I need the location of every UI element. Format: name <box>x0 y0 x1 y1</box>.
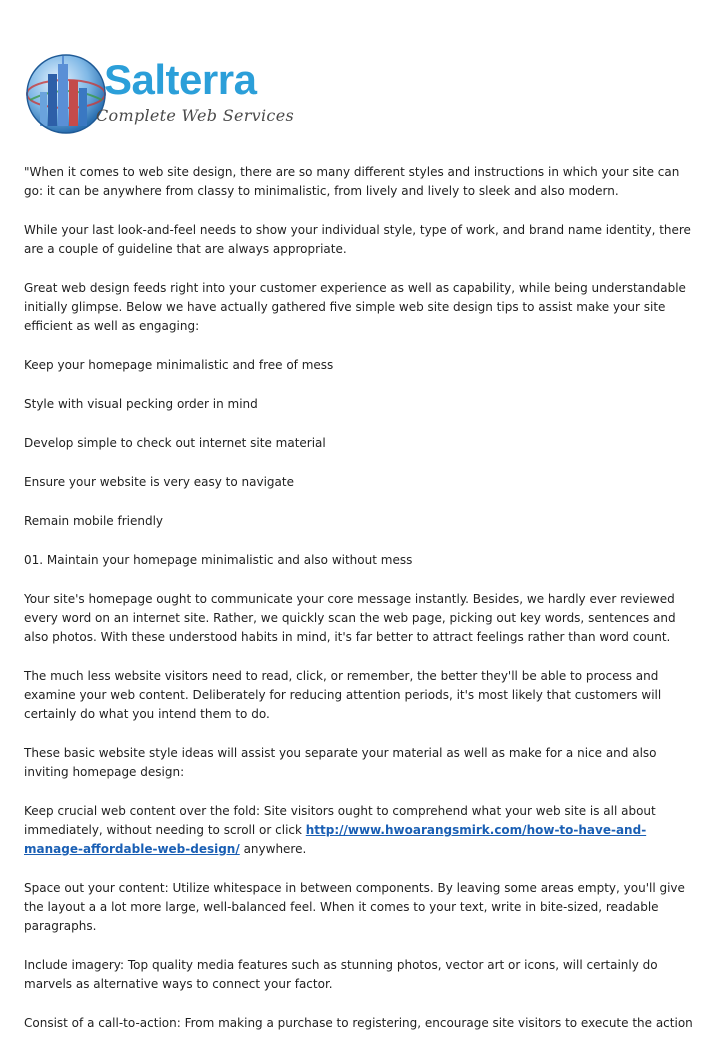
tip-item: Ensure your website is very easy to navigate <box>24 475 294 489</box>
logo-tagline: Complete Web Services <box>96 106 294 125</box>
fold-paragraph <box>24 802 700 859</box>
paragraph: Your site's homepage ought to communicate your core message instantly. Besides, we hardly ever reviewed every word on an internet site. Rather, we quickly scan the web page, picking out key words, sentences and also photos. With these understood habits in mind, it's far better to attract feelings rather than word count. <box>24 592 676 644</box>
salterra-logo <box>24 52 294 136</box>
logo-name: Salterra <box>104 56 257 103</box>
paragraph: The much less website visitors need to read, click, or remember, the better they'll be able to process and examine your web content. Deliberately for reducing attention periods, it's most likely that customers will certainly do what you intend them to do. <box>24 669 662 721</box>
article-body <box>24 163 700 1053</box>
paragraph: These basic website style ideas will assist you separate your material as well as make for a nice and also inviting homepage design: <box>24 746 657 779</box>
tip-item: Develop simple to check out internet site material <box>24 436 326 450</box>
paragraph: While your last look-and-feel needs to show your individual style, type of work, and brand name identity, there are a couple of guideline that are always appropriate. <box>24 223 691 256</box>
article-link[interactable]: http://www.hwoarangsmirk.com/how-to-have-and-manage-affordable-web-design/ <box>24 823 647 856</box>
section-heading: 01. Maintain your homepage minimalistic and also without mess <box>24 553 413 567</box>
tip-item: Keep your homepage minimalistic and free of mess <box>24 358 334 372</box>
paragraph: Consist of a call-to-action: From making a purchase to registering, encourage site visitors to execute the action <box>24 1016 693 1030</box>
paragraph: Include imagery: Top quality media features such as stunning photos, vector art or icons, will certainly do marvels as alternative ways to connect your factor. <box>24 958 658 991</box>
tip-item: Style with visual pecking order in mind <box>24 397 258 411</box>
tip-item: Remain mobile friendly <box>24 514 164 528</box>
paragraph: "When it comes to web site design, there are so many different styles and instructions in which your site can go: it can be anywhere from classy to minimalistic, from lively and lively to sleek and also modern. <box>24 165 680 198</box>
paragraph: Great web design feeds right into your customer experience as well as capability, while being understandable initially glimpse. Below we have actually gathered five simple web site design tips to assist make your site efficient as well as engaging: <box>24 281 686 333</box>
paragraph: Space out your content: Utilize whitespace in between components. By leaving some areas empty, you'll give the layout a a lot more large, well-balanced feel. When it comes to your text, write in bite-sized, readable paragraphs. <box>24 881 685 933</box>
fold-text-after: anywhere. <box>239 842 307 856</box>
fold-text-before: Keep crucial web content over the fold: Site visitors ought to comprehend what your web site is all about immediately, without needing to scroll or click <box>24 804 656 837</box>
